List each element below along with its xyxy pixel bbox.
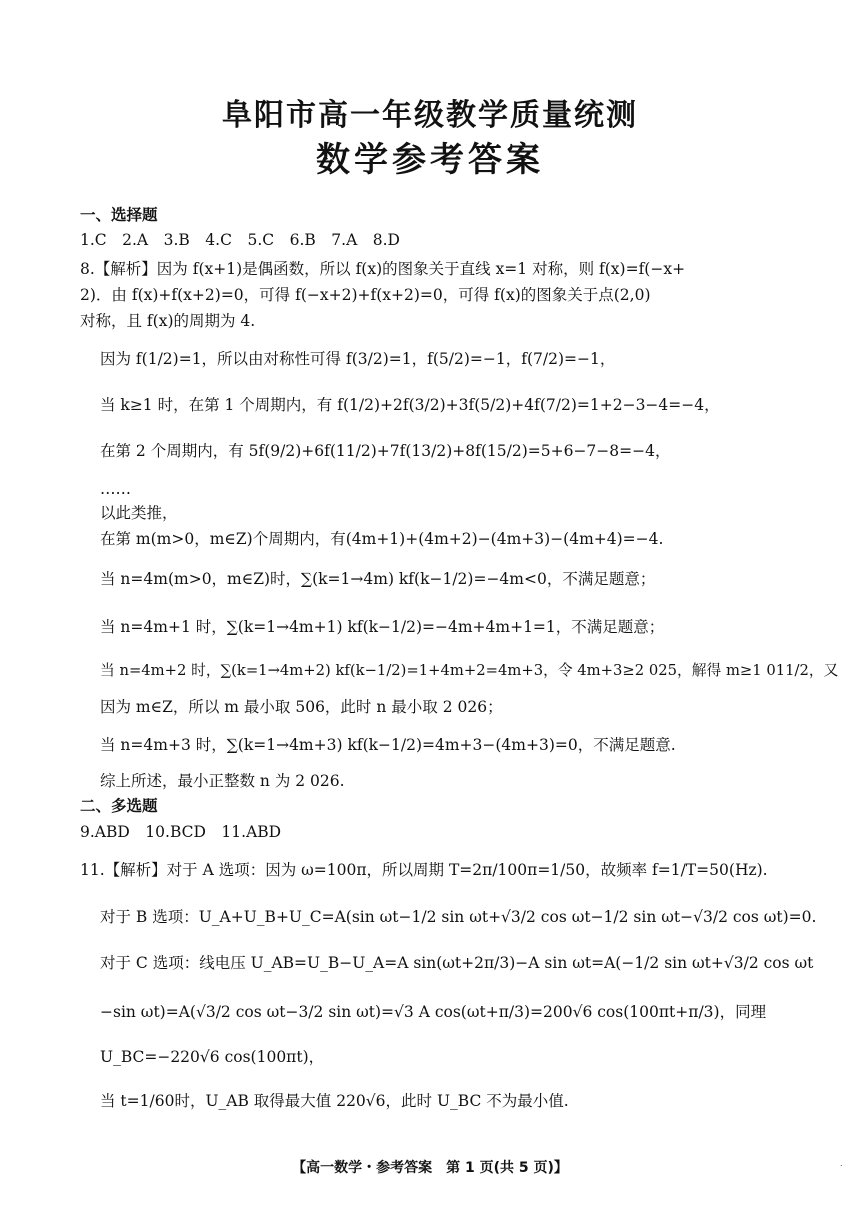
q11-line-6: 当 t=1/60时，U_AB 取得最大值 220√6，此时 U_BC 不为最小值.: [100, 1092, 569, 1110]
multiple-choice-answers: 9.ABD 10.BCD 11.ABD: [80, 823, 282, 841]
section-heading-single-choice: 一、选择题: [80, 206, 158, 224]
q8-line-12: 当 n=4m+2 时，∑(k=1→4m+2) kf(k−1/2)=1+4m+2=4m+3，令 4m+3≥2 025，解得 m≥1 011/2，又: [100, 662, 839, 679]
q11-line-1: 11.【解析】对于 A 选项：因为 ω=100π，所以周期 T=2π/100π=1/50，故频率 f=1/T=50(Hz).: [80, 861, 768, 879]
q8-line-4: 因为 f(1/2)=1，所以由对称性可得 f(3/2)=1，f(5/2)=−1，f(7/2)=−1，: [100, 350, 616, 368]
q11-line-5: U_BC=−220√6 cos(100πt)，: [100, 1048, 325, 1066]
single-choice-answers: 1.C 2.A 3.B 4.C 5.C 6.B 7.A 8.D: [80, 231, 400, 249]
q8-line-3: 对称，且 f(x)的周期为 4.: [80, 312, 256, 330]
q11-line-2: 对于 B 选项：U_A+U_B+U_C=A(sin ωt−1/2 sin ωt+√3/2 cos ωt−1/2 sin ωt−√3/2 cos ωt)=0.: [100, 908, 817, 926]
q8-line-2: 2)．由 f(x)+f(x+2)=0，可得 f(−x+2)+f(x+2)=0，可得 f(x)的图象关于点(2,0): [80, 286, 651, 304]
scan-dot: .: [840, 1159, 843, 1168]
q11-line-3: 对于 C 选项：线电压 U_AB=U_B−U_A=A sin(ωt+2π/3)−A sin ωt=A(−1/2 sin ωt+√3/2 cos ωt: [100, 954, 814, 972]
page-subtitle: 数学参考答案: [316, 140, 544, 180]
q8-line-1: 8.【解析】因为 f(x+1)是偶函数，所以 f(x)的图象关于直线 x=1 对称，则 f(x)=f(−x+: [80, 260, 686, 278]
q8-line-7: ……: [100, 480, 131, 498]
q8-line-15: 综上所述，最小正整数 n 为 2 026.: [100, 772, 345, 790]
q11-line-4: −sin ωt)=A(√3/2 cos ωt−3/2 sin ωt)=√3 A cos(ωt+π/3)=200√6 cos(100πt+π/3)，同理: [100, 1003, 767, 1021]
q8-line-9: 在第 m(m>0，m∈Z)个周期内，有(4m+1)+(4m+2)−(4m+3)−(4m+4)=−4.: [100, 530, 664, 548]
q8-line-10: 当 n=4m(m>0，m∈Z)时，∑(k=1→4m) kf(k−1/2)=−4m<0，不满足题意；: [100, 570, 656, 588]
page-footer: 【高一数学・参考答案 第 1 页(共 5 页)】: [292, 1160, 568, 1176]
section-heading-multiple-choice: 二、多选题: [80, 797, 158, 815]
page-title: 阜阳市高一年级教学质量统测: [222, 98, 638, 133]
q8-line-5: 当 k≥1 时，在第 1 个周期内，有 f(1/2)+2f(3/2)+3f(5/2)+4f(7/2)=1+2−3−4=−4，: [100, 396, 720, 414]
q8-line-11: 当 n=4m+1 时，∑(k=1→4m+1) kf(k−1/2)=−4m+4m+1=1，不满足题意；: [100, 618, 665, 636]
q8-line-13: 因为 m∈Z，所以 m 最小取 506，此时 n 最小取 2 026；: [100, 698, 503, 716]
q8-line-8: 以此类推，: [100, 504, 178, 522]
q8-line-6: 在第 2 个周期内，有 5f(9/2)+6f(11/2)+7f(13/2)+8f(15/2)=5+6−7−8=−4，: [100, 442, 671, 460]
q8-line-14: 当 n=4m+3 时，∑(k=1→4m+3) kf(k−1/2)=4m+3−(4m+3)=0，不满足题意.: [100, 736, 676, 754]
